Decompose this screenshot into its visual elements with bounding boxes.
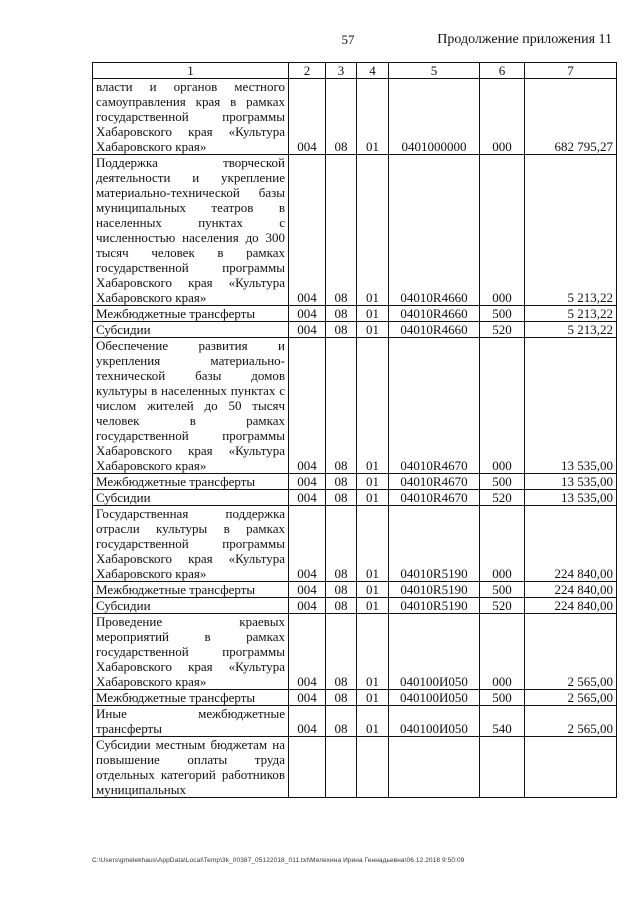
- row-name-cell: Поддержка творческой деятельности и укрепление материально-технической базы муниципальных театров в населенных пунктах с численностью населения до 300 тысяч человек в рамках государственной программы Хабаровского края «Культура Хабаровского края»: [93, 155, 289, 306]
- cell-c2: 004: [289, 79, 326, 155]
- cell-c6: 000: [480, 155, 525, 306]
- file-path-footer: C:\Users\gmelekhaus\AppData\Local\Temp\3k_00387_05122018_011.txt\Мелехина Ирина Геннадьевна\06.12.2018 9:50:09: [92, 857, 465, 864]
- table-row: [93, 306, 617, 322]
- cell-c7: 13 535,00: [525, 474, 617, 490]
- cell-c5: 04010R4670: [389, 490, 480, 506]
- cell-c5: 04010R4660: [389, 322, 480, 338]
- cell-c2: 004: [289, 322, 326, 338]
- cell-c2: 004: [289, 490, 326, 506]
- cell-c4: 01: [357, 322, 389, 338]
- row-name-cell: Субсидии: [93, 598, 289, 614]
- cell-c3: 08: [326, 306, 357, 322]
- table-row: [93, 506, 617, 582]
- table-row: [93, 690, 617, 706]
- cell-c7: 224 840,00: [525, 582, 617, 598]
- cell-c3: 08: [326, 79, 357, 155]
- column-header: 3: [326, 63, 357, 79]
- cell-c5: [389, 737, 480, 798]
- cell-c4: 01: [357, 338, 389, 474]
- cell-c6: 520: [480, 322, 525, 338]
- row-name-cell: власти и органов местного самоуправления края в рамках государственной программы Хабаровского края «Культура Хабаровского края»: [93, 79, 289, 155]
- annex-label: Продолжение приложения 11: [437, 32, 612, 47]
- cell-c4: 01: [357, 582, 389, 598]
- row-name-cell: Субсидии: [93, 490, 289, 506]
- cell-c5: 0401000000: [389, 79, 480, 155]
- row-name-cell: Межбюджетные трансферты: [93, 306, 289, 322]
- row-name-cell: Межбюджетные трансферты: [93, 690, 289, 706]
- cell-c5: 04010R5190: [389, 582, 480, 598]
- cell-c6: 000: [480, 79, 525, 155]
- table-row: [93, 737, 617, 798]
- cell-c2: 004: [289, 474, 326, 490]
- cell-c6: 520: [480, 490, 525, 506]
- cell-c5: 04010R4670: [389, 338, 480, 474]
- cell-c5: 040100И050: [389, 614, 480, 690]
- cell-c3: 08: [326, 490, 357, 506]
- cell-c3: 08: [326, 690, 357, 706]
- cell-c4: 01: [357, 79, 389, 155]
- column-header: 7: [525, 63, 617, 79]
- cell-c3: 08: [326, 155, 357, 306]
- cell-c6: [480, 737, 525, 798]
- cell-c2: 004: [289, 706, 326, 737]
- cell-c7: 2 565,00: [525, 614, 617, 690]
- cell-c4: 01: [357, 306, 389, 322]
- table-row: [93, 614, 617, 690]
- cell-c7: 224 840,00: [525, 598, 617, 614]
- row-name-cell: Иные межбюджетные трансферты: [93, 706, 289, 737]
- table-row: [93, 322, 617, 338]
- table-row: [93, 155, 617, 306]
- cell-c5: 04010R5190: [389, 506, 480, 582]
- cell-c6: 000: [480, 338, 525, 474]
- cell-c6: 000: [480, 614, 525, 690]
- table-row: [93, 490, 617, 506]
- cell-c7: 13 535,00: [525, 490, 617, 506]
- cell-c5: 040100И050: [389, 690, 480, 706]
- cell-c4: 01: [357, 598, 389, 614]
- row-name-cell: Межбюджетные трансферты: [93, 474, 289, 490]
- cell-c6: 500: [480, 474, 525, 490]
- cell-c3: 08: [326, 614, 357, 690]
- cell-c7: 5 213,22: [525, 155, 617, 306]
- cell-c2: 004: [289, 506, 326, 582]
- cell-c4: 01: [357, 155, 389, 306]
- cell-c3: 08: [326, 322, 357, 338]
- cell-c4: [357, 737, 389, 798]
- cell-c2: 004: [289, 306, 326, 322]
- cell-c7: 13 535,00: [525, 338, 617, 474]
- cell-c7: 682 795,27: [525, 79, 617, 155]
- cell-c4: 01: [357, 614, 389, 690]
- cell-c2: 004: [289, 155, 326, 306]
- cell-c5: 04010R4670: [389, 474, 480, 490]
- cell-c4: 01: [357, 474, 389, 490]
- cell-c6: 000: [480, 506, 525, 582]
- cell-c7: 224 840,00: [525, 506, 617, 582]
- cell-c5: 04010R4660: [389, 306, 480, 322]
- column-header: 1: [93, 63, 289, 79]
- table-row: [93, 706, 617, 737]
- cell-c3: 08: [326, 582, 357, 598]
- row-name-cell: Субсидии местным бюджетам на повышение оплаты труда отдельных категорий работников муниципальных: [93, 737, 289, 798]
- table-row: [93, 582, 617, 598]
- cell-c3: 08: [326, 598, 357, 614]
- cell-c2: 004: [289, 582, 326, 598]
- column-header: 2: [289, 63, 326, 79]
- budget-table: [92, 62, 617, 798]
- cell-c7: 5 213,22: [525, 306, 617, 322]
- cell-c6: 500: [480, 582, 525, 598]
- cell-c4: 01: [357, 506, 389, 582]
- cell-c6: 500: [480, 690, 525, 706]
- cell-c6: 500: [480, 306, 525, 322]
- column-number-row: [93, 63, 617, 79]
- cell-c4: 01: [357, 490, 389, 506]
- cell-c2: [289, 737, 326, 798]
- table-row: [93, 474, 617, 490]
- cell-c2: 004: [289, 614, 326, 690]
- row-name-cell: Обеспечение развития и укрепления материально-технической базы домов культуры в населенных пунктах с числом жителей до 50 тысяч человек в рамках государственной программы Хабаровского края «Культура Хабаровского края»: [93, 338, 289, 474]
- cell-c7: 2 565,00: [525, 706, 617, 737]
- cell-c4: 01: [357, 690, 389, 706]
- page-number: 57: [341, 32, 355, 47]
- cell-c3: [326, 737, 357, 798]
- cell-c5: 04010R4660: [389, 155, 480, 306]
- table-row: [93, 338, 617, 474]
- column-header: 6: [480, 63, 525, 79]
- cell-c6: 520: [480, 598, 525, 614]
- cell-c3: 08: [326, 706, 357, 737]
- column-header: 4: [357, 63, 389, 79]
- cell-c3: 08: [326, 506, 357, 582]
- table-row: [93, 79, 617, 155]
- row-name-cell: Межбюджетные трансферты: [93, 582, 289, 598]
- row-name-cell: Проведение краевых мероприятий в рамках государственной программы Хабаровского края «Культура Хабаровского края»: [93, 614, 289, 690]
- cell-c2: 004: [289, 598, 326, 614]
- row-name-cell: Государственная поддержка отрасли культуры в рамках государственной программы Хабаровского края «Культура Хабаровского края»: [93, 506, 289, 582]
- cell-c6: 540: [480, 706, 525, 737]
- cell-c5: 04010R5190: [389, 598, 480, 614]
- column-header: 5: [389, 63, 480, 79]
- cell-c4: 01: [357, 706, 389, 737]
- cell-c3: 08: [326, 338, 357, 474]
- cell-c3: 08: [326, 474, 357, 490]
- cell-c7: 5 213,22: [525, 322, 617, 338]
- cell-c5: 040100И050: [389, 706, 480, 737]
- cell-c2: 004: [289, 338, 326, 474]
- table-row: [93, 598, 617, 614]
- cell-c7: [525, 737, 617, 798]
- cell-c7: 2 565,00: [525, 690, 617, 706]
- cell-c2: 004: [289, 690, 326, 706]
- row-name-cell: Субсидии: [93, 322, 289, 338]
